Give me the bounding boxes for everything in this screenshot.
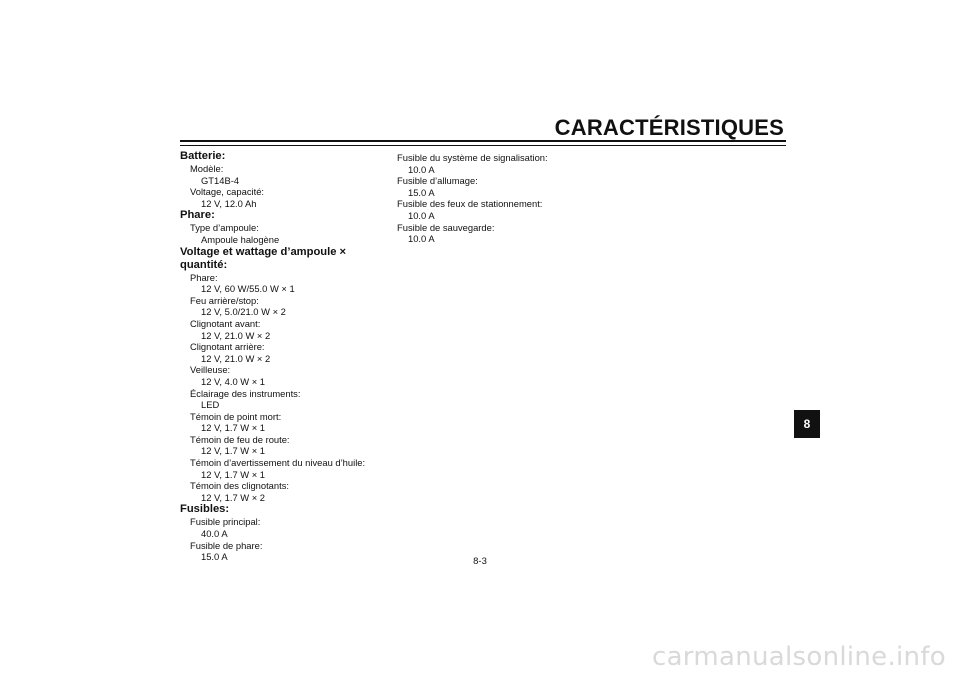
spec-label: Fusible des feux de stationnement:: [397, 198, 543, 210]
spec-label: Fusible principal:: [190, 516, 261, 528]
spec-label: Fusible d’allumage:: [397, 175, 478, 187]
spec-value: 12 V, 60 W/55.0 W × 1: [201, 283, 295, 295]
spec-value: 12 V, 21.0 W × 2: [201, 329, 271, 341]
spec-value: 12 V, 1.7 W × 1: [201, 468, 266, 480]
spec-value: 10.0 A: [408, 163, 435, 175]
spec-label: Type d’ampoule:: [190, 222, 259, 234]
header-rule-thick: [180, 140, 786, 142]
spec-value: 12 V, 5.0/21.0 W × 2: [201, 306, 286, 318]
spec-value: 12 V, 1.7 W × 1: [201, 422, 266, 434]
spec-value: 12 V, 4.0 W × 1: [201, 375, 266, 387]
spec-label: Voltage, capacité:: [190, 186, 265, 198]
page-number: 8-3: [473, 556, 487, 567]
spec-value: 12 V, 12.0 Ah: [201, 197, 257, 209]
spec-column-left: [180, 150, 390, 563]
spec-label: Modèle:: [190, 163, 224, 174]
section-heading: Fusibles:: [180, 503, 230, 516]
spec-value: 40.0 A: [201, 528, 228, 540]
spec-label: Fusible du système de signalisation:: [397, 152, 548, 163]
spec-label: Fusible de phare:: [190, 539, 263, 551]
spec-label: Éclairage des instruments:: [190, 387, 301, 399]
spec-label: Veilleuse:: [190, 364, 231, 376]
watermark: carmanualsonline.info: [651, 642, 946, 672]
spec-value: 10.0 A: [408, 209, 435, 221]
chapter-tab: 8: [794, 410, 820, 438]
spec-column-right: [397, 152, 617, 245]
spec-label: Témoin des clignotants:: [190, 480, 290, 492]
header-rule-thin: [180, 145, 786, 146]
spec-value: 15.0 A: [201, 551, 228, 563]
spec-label: Clignotant avant:: [190, 317, 261, 329]
spec-value: 10.0 A: [408, 233, 435, 245]
spec-label: Témoin d’avertissement du niveau d’huile:: [190, 457, 366, 469]
section-heading: Voltage et wattage d’ampoule × quantité:: [180, 245, 347, 271]
spec-value: 12 V, 1.7 W × 2: [201, 491, 266, 503]
section-heading: Batterie:: [180, 150, 226, 162]
spec-label: Fusible de sauvegarde:: [397, 221, 495, 233]
spec-label: Témoin de point mort:: [190, 410, 282, 422]
spec-label: Phare:: [190, 271, 218, 283]
section-heading: Phare:: [180, 209, 215, 222]
spec-value: 12 V, 21.0 W × 2: [201, 352, 271, 364]
spec-label: Clignotant arrière:: [190, 341, 265, 353]
spec-value: Ampoule halogène: [201, 233, 280, 245]
spec-value: 12 V, 1.7 W × 1: [201, 445, 266, 457]
spec-label: Feu arrière/stop:: [190, 294, 259, 306]
spec-value: LED: [201, 399, 220, 411]
spec-value: 15.0 A: [408, 186, 435, 198]
page-title: CARACTÉRISTIQUES: [554, 115, 784, 140]
spec-label: Témoin de feu de route:: [190, 433, 290, 445]
spec-value: GT14B-4: [201, 174, 240, 186]
